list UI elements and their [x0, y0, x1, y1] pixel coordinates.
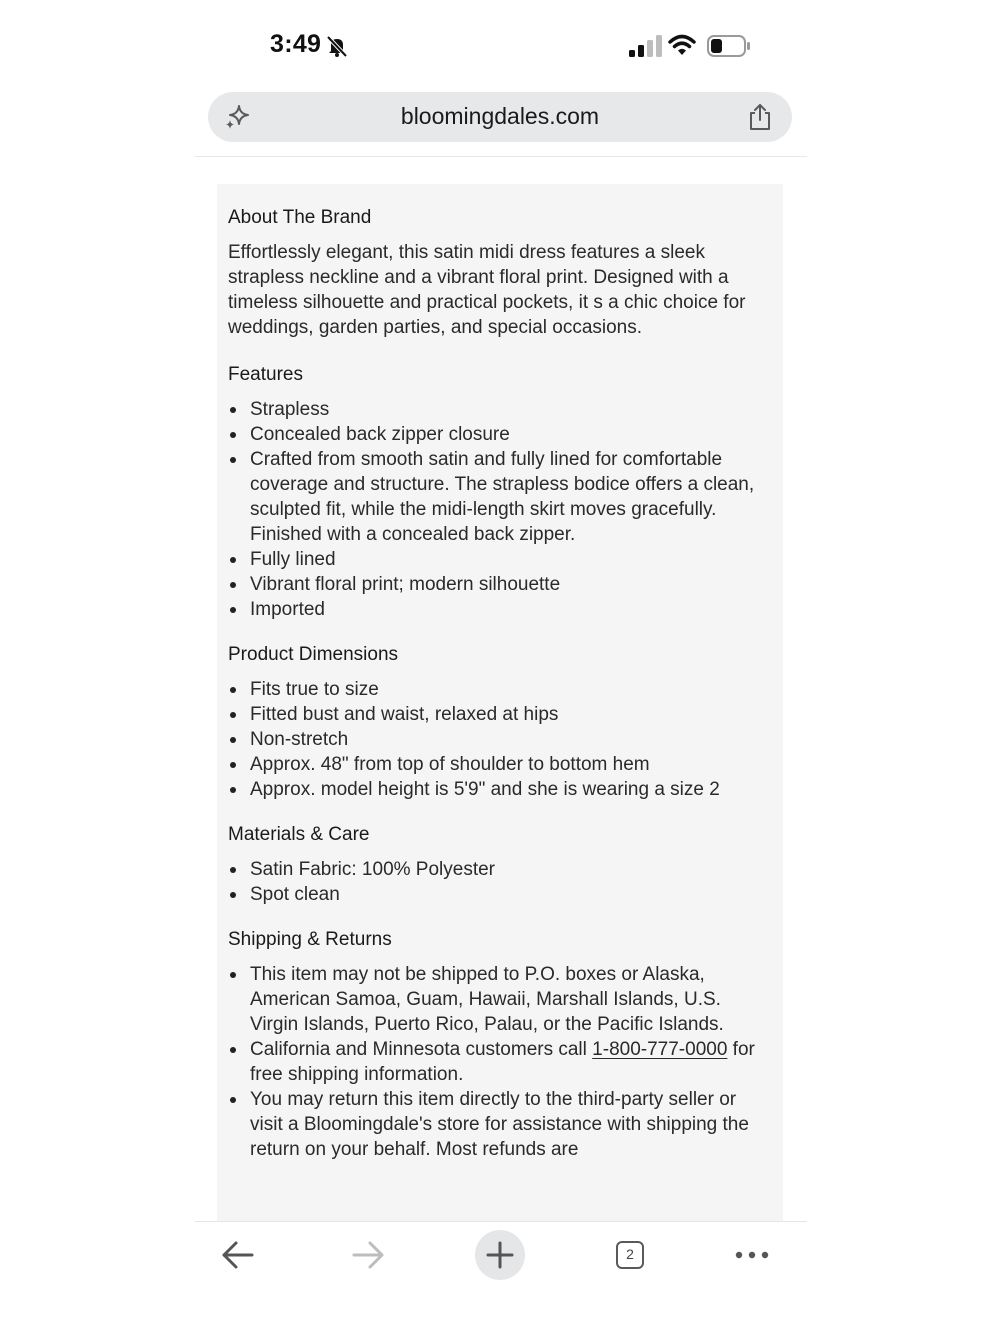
plus-icon — [486, 1241, 514, 1269]
back-arrow-icon — [221, 1240, 255, 1270]
about-text: Effortlessly elegant, this satin midi dress features a sleek strapless neckline and a vibrant floral print. Designed with a timeless silhouette and practical pockets, it s a chic choice for weddings, garden parties, and special occasions. — [228, 242, 746, 338]
features-list — [228, 397, 771, 622]
list-item: This item may not be shipped to P.O. boxes or Alaska, American Samoa, Guam, Hawaii, Marshall Islands, U.S. Virgin Islands, Puerto Rico, Palau, or the Pacific Islands. — [228, 962, 771, 1037]
list-item: Fully lined — [228, 547, 771, 572]
more-icon — [735, 1251, 769, 1259]
shipping-list — [228, 962, 771, 1162]
more-button[interactable] — [727, 1230, 777, 1280]
bottom-toolbar — [195, 1222, 807, 1288]
materials-heading: Materials & Care — [228, 824, 370, 845]
about-heading: About The Brand — [228, 207, 372, 228]
list-item: Crafted from smooth satin and fully lined for comfortable coverage and structure. The strapless bodice offers a clean, sculpted fit, while the midi-length skirt moves gracefully. Finished with a concealed back zipper. — [228, 447, 771, 547]
forward-button[interactable] — [343, 1230, 393, 1280]
header-divider — [195, 156, 807, 157]
list-item: Non-stretch — [228, 727, 771, 752]
list-item: Imported — [228, 597, 771, 622]
list-item: Approx. model height is 5'9" and she is wearing a size 2 — [228, 777, 771, 802]
url-text[interactable]: bloomingdales.com — [400, 103, 600, 129]
phone-link[interactable]: 1-800-777-0000 — [592, 1039, 728, 1060]
materials-section — [228, 822, 771, 907]
status-time: 3:49 — [270, 30, 322, 58]
battery-icon — [707, 35, 751, 57]
materials-list — [228, 857, 771, 907]
about-section — [228, 205, 771, 340]
dimensions-list — [228, 677, 771, 802]
list-item: Strapless — [228, 397, 771, 422]
list-item — [228, 1037, 771, 1087]
address-bar[interactable] — [208, 92, 792, 142]
tabs-icon: 2 — [616, 1241, 644, 1269]
new-tab-button[interactable] — [475, 1230, 525, 1280]
share-icon[interactable] — [746, 102, 774, 132]
shipping-heading: Shipping & Returns — [228, 929, 392, 950]
status-bar — [195, 0, 807, 90]
dimensions-section — [228, 642, 771, 802]
signal-icon — [629, 35, 663, 57]
list-item: Fitted bust and waist, relaxed at hips — [228, 702, 771, 727]
bell-slash-icon — [325, 34, 349, 58]
forward-arrow-icon — [351, 1240, 385, 1270]
list-item: Satin Fabric: 100% Polyester — [228, 857, 771, 882]
wifi-icon — [668, 33, 696, 57]
features-section — [228, 362, 771, 622]
back-button[interactable] — [213, 1230, 263, 1280]
list-item: Vibrant floral print; modern silhouette — [228, 572, 771, 597]
shipping-section — [228, 927, 771, 1162]
list-item: Fits true to size — [228, 677, 771, 702]
list-item: Spot clean — [228, 882, 771, 907]
dimensions-heading: Product Dimensions — [228, 644, 399, 665]
tabs-button[interactable] — [605, 1230, 655, 1280]
product-details-panel[interactable] — [217, 184, 783, 1221]
list-item: Concealed back zipper closure — [228, 422, 771, 447]
shipping-text-after: for free shipping information. — [250, 1039, 755, 1085]
features-heading: Features — [228, 364, 303, 385]
list-item: You may return this item directly to the third-party seller or visit a Bloomingdale's store for assistance with shipping the return on your behalf. Most refunds are — [228, 1087, 771, 1162]
list-item: Approx. 48" from top of shoulder to bottom hem — [228, 752, 771, 777]
shipping-text-before: California and Minnesota customers call — [250, 1039, 593, 1060]
